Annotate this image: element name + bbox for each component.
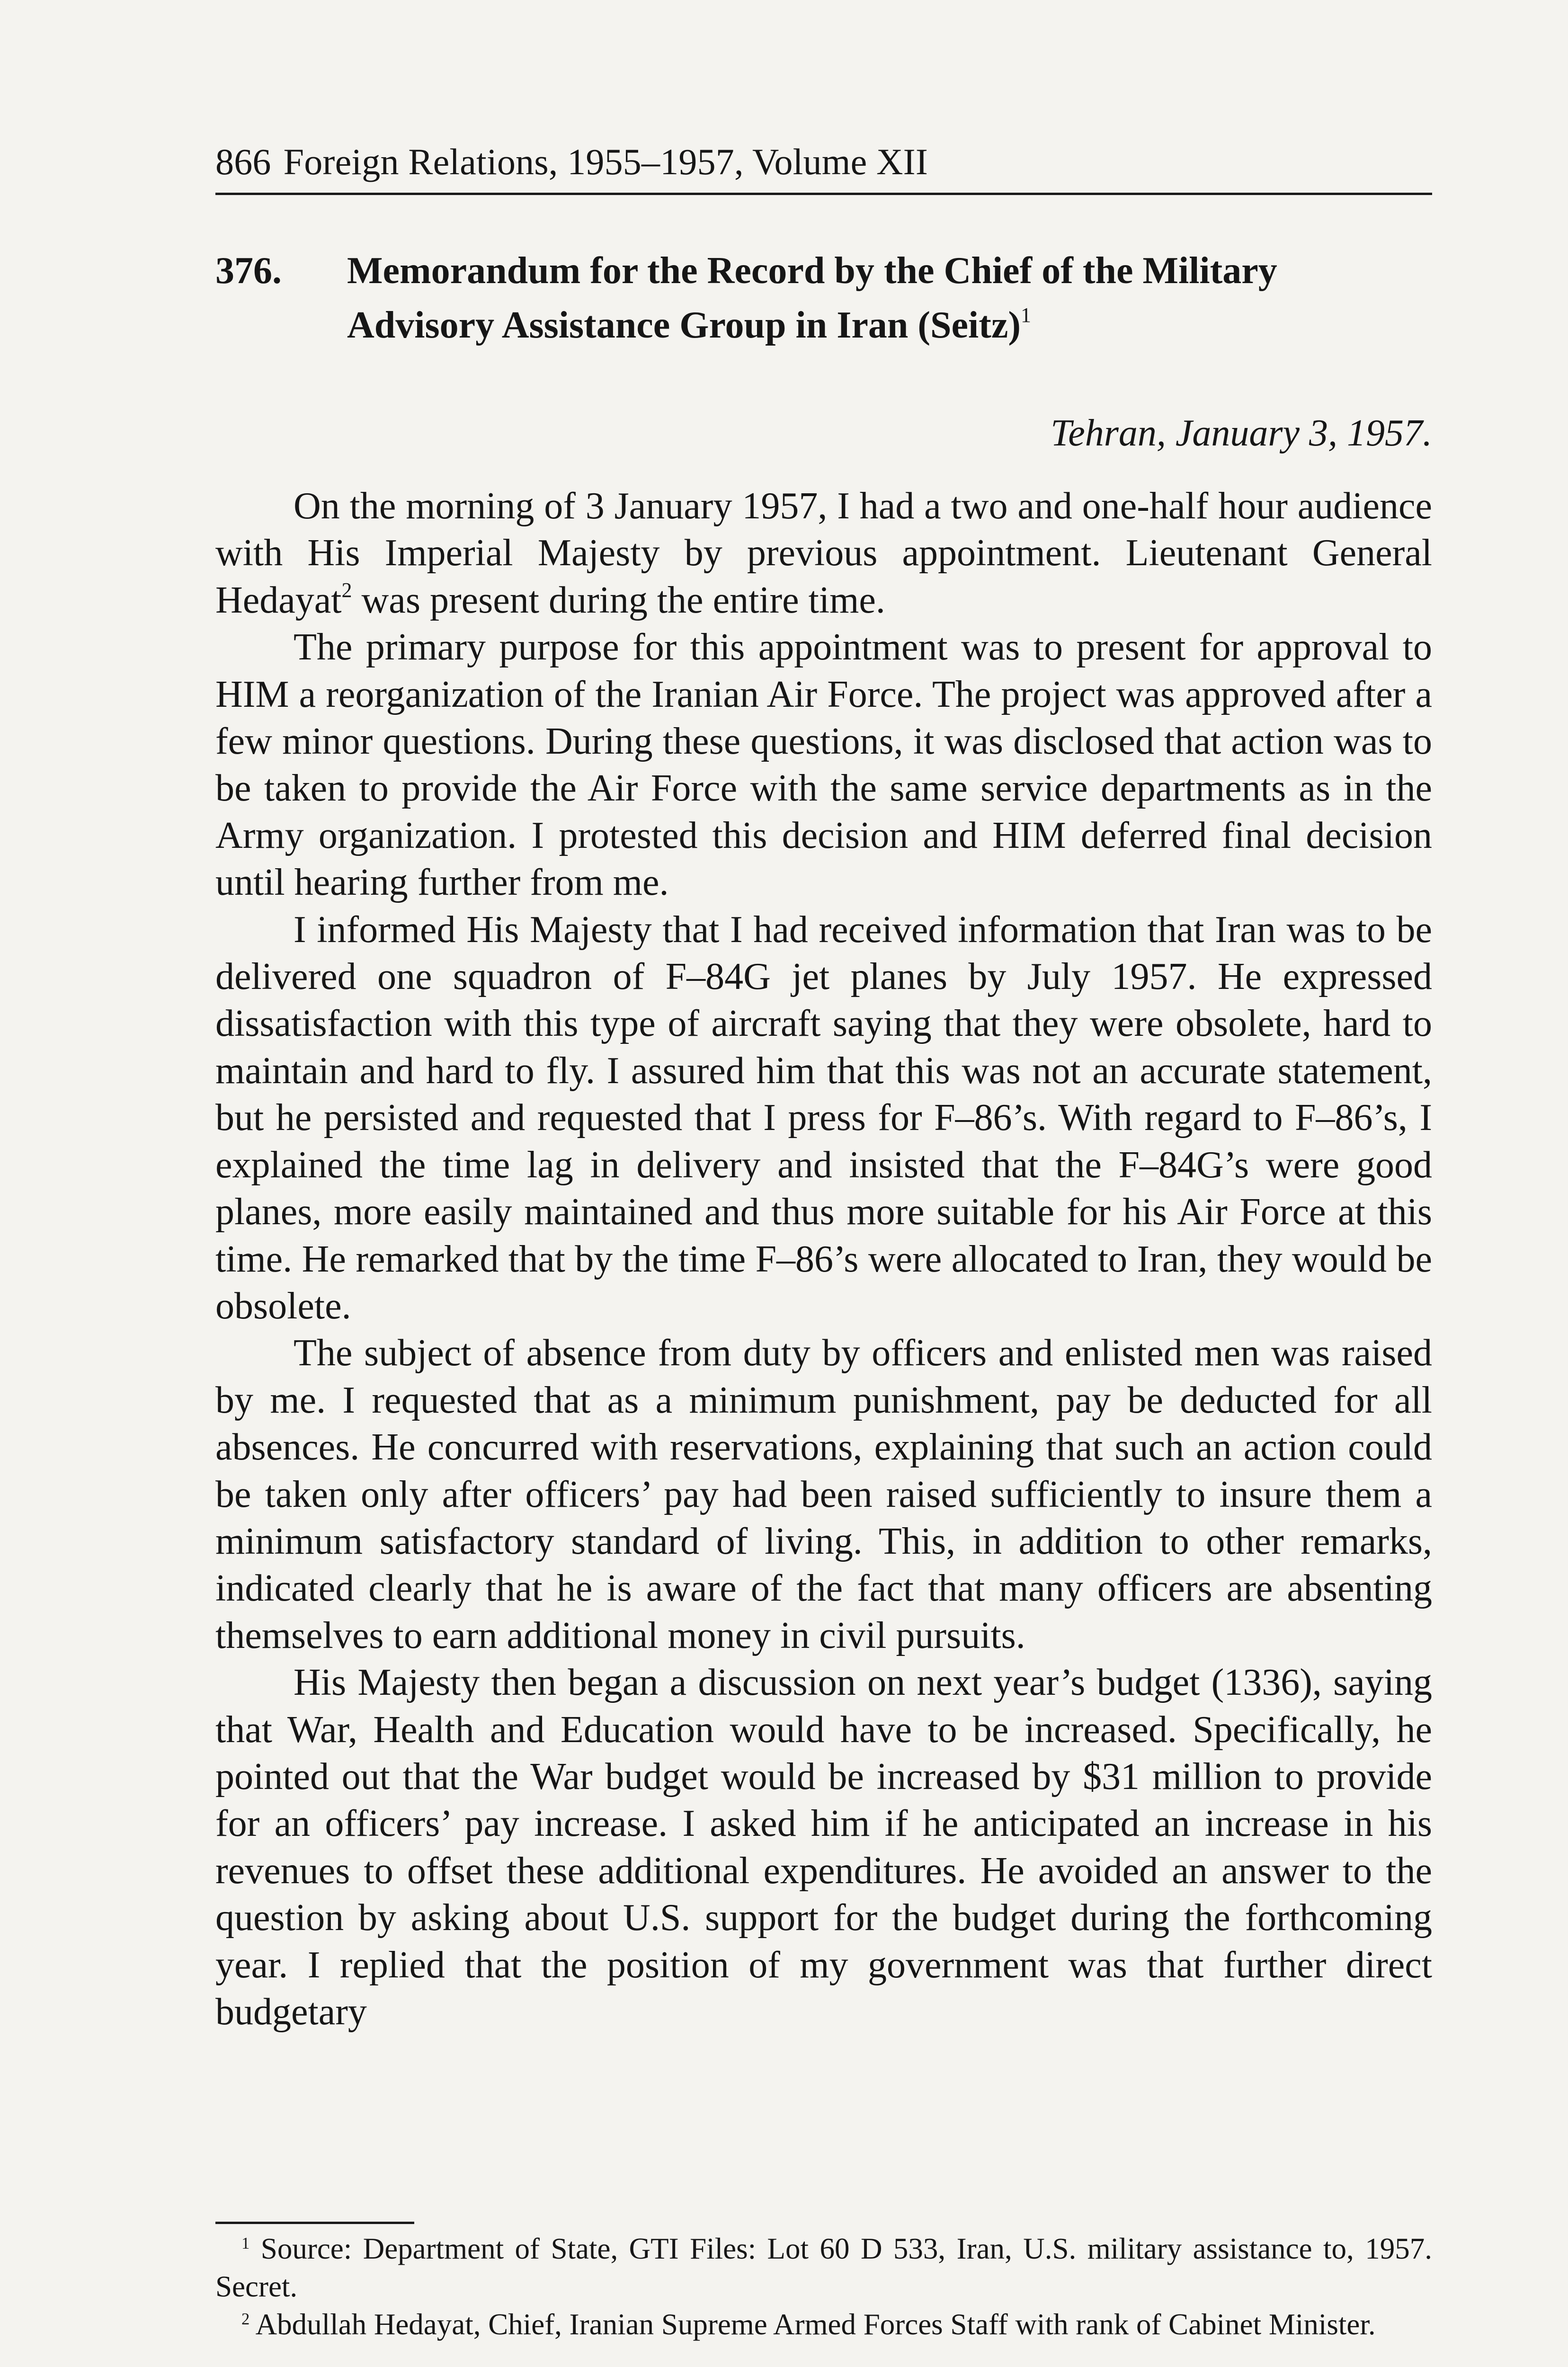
paragraph-3: I informed His Majesty that I had received information that Iran was to be delivered one squadron of F–84G jet planes by July 1957. He expressed dissatisfaction with this type of aircraft saying that they were obsolete, hard to maintain and hard to fly. I assured him that this was not an accurate statement, but he persisted and requested that I press for F–86’s. With regard to F–86’s, I explained the time lag in delivery and insisted that the F–84G’s were good planes, more easily maintained and thus more suitable for his Air Force at this time. He remarked that by the time F–86’s were allocated to Iran, they would be obsolete. — [215, 908, 1432, 1327]
book-title: Foreign Relations, 1955–1957, Volume XII — [283, 141, 928, 182]
paragraph-2: The primary purpose for this appointment was to present for approval to HIM a reorganization of the Iranian Air Force. The project was approved after a few minor questions. During these questions, it was disclosed that action was to be taken to provide the Air Force with the same service departments as in the Army organization. I protested this decision and HIM deferred final decision until hearing further from me. — [215, 626, 1432, 904]
paragraph-5: His Majesty then began a discussion on next year’s budget (1336), saying that War, Health and Education would have to be increased. Specifically, he pointed out that the War budget would be increased by $31 million to provide for an officers’ pay increase. I asked him if he anticipated an increase in his revenues to offset these additional expenditures. He avoided an answer to the question by asking about U.S. support for the budget during the forthcoming year. I replied that the position of my government was that further direct budgetary — [215, 1662, 1432, 2033]
footnotes — [215, 2230, 1432, 2343]
footnote-1-marker: 1 — [241, 2234, 250, 2253]
paragraph-1-text-b: was present during the entire time. — [352, 579, 885, 621]
footnote-2-marker: 2 — [241, 2310, 250, 2329]
header-rule — [215, 193, 1432, 195]
memo-body — [215, 483, 1432, 2036]
dateline: Tehran, January 3, 1957. — [1051, 412, 1432, 454]
page-number: 866 — [215, 141, 271, 182]
footnote-ref-2: 2 — [341, 578, 352, 602]
footnote-2-text: Abdullah Hedayat, Chief, Iranian Supreme Armed Forces Staff with rank of Cabinet Minister. — [255, 2308, 1376, 2341]
running-head — [215, 138, 1432, 186]
paragraph-1 — [215, 483, 1432, 624]
document-title-text: Memorandum for the Record by the Chief of the Military Advisory Assistance Group in Iran (Seitz) — [347, 250, 1277, 346]
footnote-1-text: Source: Department of State, GTI Files: Lot 60 D 533, Iran, U.S. military assistance to, 1957. Secret. — [215, 2232, 1433, 2303]
footnote-2 — [215, 2305, 1432, 2343]
paragraph-4: The subject of absence from duty by officers and enlisted men was raised by me. I requested that as a minimum punishment, pay be deducted for all absences. He concurred with reservations, explaining that such an action could be taken only after officers’ pay had been raised sufficiently to insure them a minimum satisfactory standard of living. This, in addition to other remarks, indicated clearly that he is aware of the fact that many officers are absenting themselves to earn additional money in civil pursuits. — [215, 1332, 1432, 1656]
document-number: 376. — [215, 250, 282, 292]
paragraph-1-text-a: On the morning of 3 January 1957, I had a two and one-half hour audience with His Imperial Majesty by previous appointment. Lieutenant General Hedayat — [215, 485, 1432, 621]
document-title — [347, 244, 1431, 353]
footnote-rule — [215, 2222, 414, 2224]
footnote-1 — [215, 2230, 1432, 2305]
footnote-ref-1: 1 — [1021, 303, 1032, 327]
